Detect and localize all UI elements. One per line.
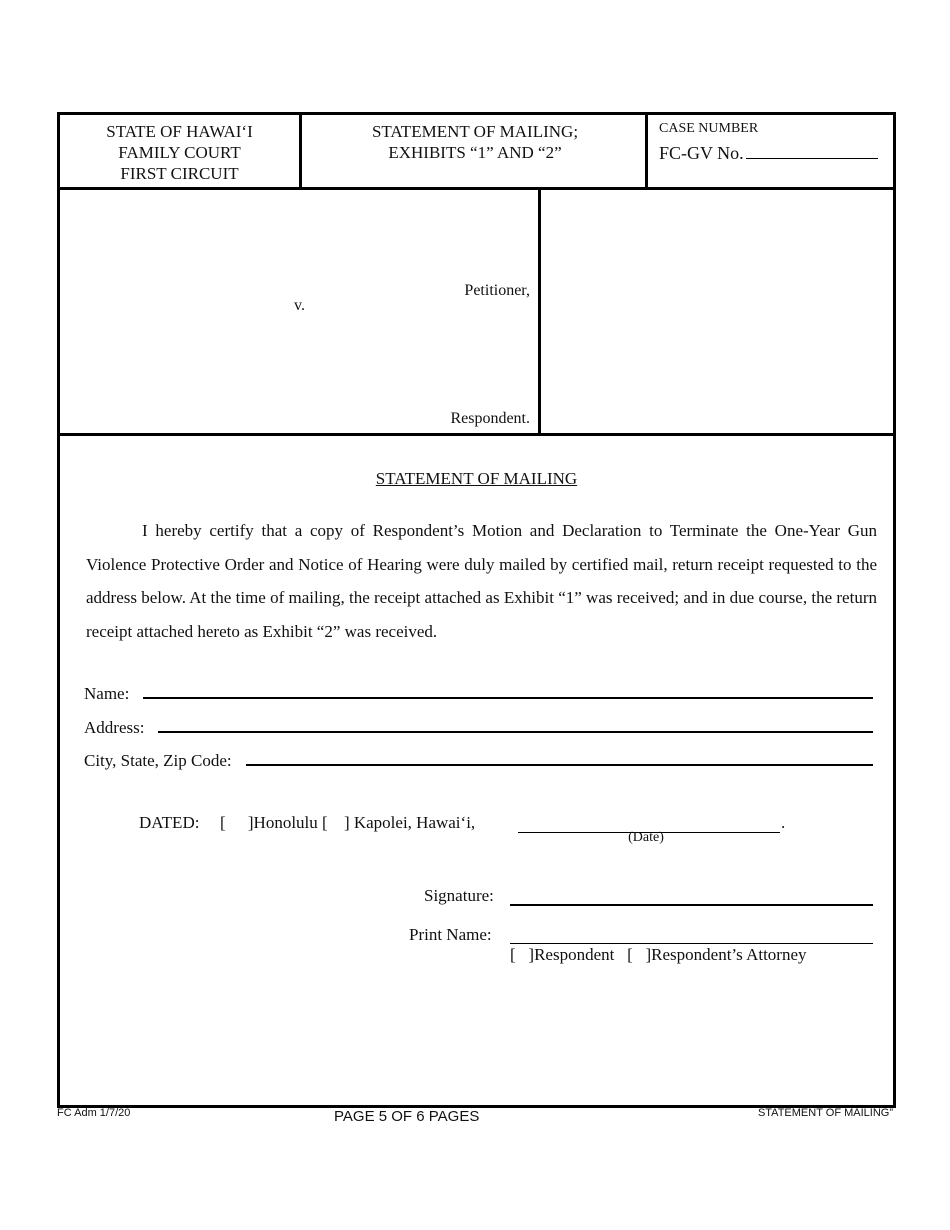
- parties-names-area[interactable]: [60, 190, 541, 433]
- document-title-block: [305, 115, 648, 187]
- print-name-label: Print Name:: [409, 925, 492, 944]
- case-number-label: CASE NUMBER: [659, 121, 759, 136]
- statement-text: I hereby certify that a copy of Respondent’s Motion and Declaration to Terminate the One-Year Gun Violence Protective Order and Notice of Hearing were duly mailed by certified mail, return receipt requested to the address below. At the time of mailing, the receipt attached as Exhibit “1” was received; and in due course, the return receipt attached hereto as Exhibit “2” was received.: [86, 521, 877, 641]
- court-circuit: FIRST CIRCUIT: [120, 164, 239, 183]
- city-state-zip-label: City, State, Zip Code:: [84, 751, 232, 770]
- court-state: STATE OF HAWAI‘I: [106, 122, 253, 141]
- document-title-line-1: STATEMENT OF MAILING;: [371, 122, 579, 141]
- parties-section: [60, 190, 893, 436]
- address-input-line[interactable]: [158, 730, 873, 733]
- case-number-field[interactable]: [746, 140, 878, 159]
- signature-input-line[interactable]: [510, 904, 873, 906]
- dated-label: DATED:: [139, 813, 200, 832]
- page-indicator: PAGE 5 OF 6 PAGES: [334, 1108, 480, 1125]
- print-name-input-line[interactable]: [510, 943, 873, 944]
- kapolei-option[interactable]: ] Kapolei, Hawai‘i,: [343, 813, 476, 832]
- caption-header: [60, 115, 893, 190]
- form-id: FC Adm 1/7/20: [57, 1107, 131, 1119]
- city-field-row: [84, 751, 873, 771]
- versus-label: v.: [294, 297, 305, 314]
- city-state-zip-input-line[interactable]: [246, 763, 873, 766]
- honolulu-option[interactable]: ]Honolulu: [247, 813, 318, 832]
- court-name-block: [60, 115, 302, 187]
- case-number-row: [659, 140, 893, 166]
- case-number-prefix: FC-GV No.: [659, 143, 744, 163]
- date-caption: (Date): [628, 830, 664, 845]
- role-options[interactable]: [ ]Respondent [ ]Respondent’s Attorney: [510, 945, 807, 964]
- date-period: .: [781, 813, 786, 832]
- signature-label: Signature:: [424, 886, 494, 905]
- name-input-line[interactable]: [143, 696, 873, 699]
- kapolei-checkbox-open[interactable]: [: [322, 813, 328, 832]
- dated-row: [139, 813, 475, 833]
- name-field-row: [84, 684, 873, 704]
- name-label: Name:: [84, 684, 130, 703]
- honolulu-checkbox-open[interactable]: [: [219, 813, 226, 832]
- address-label: Address:: [84, 718, 145, 737]
- document-name: STATEMENT OF MAILING”: [757, 1107, 893, 1119]
- respondent-label: Respondent.: [450, 410, 530, 427]
- statement-paragraph: [86, 514, 877, 648]
- petitioner-label: Petitioner,: [464, 282, 530, 299]
- court-type: FAMILY COURT: [118, 143, 241, 162]
- document-title-line-2: EXHIBITS “1” AND “2”: [388, 143, 562, 162]
- address-field-row: [84, 718, 873, 738]
- case-number-block: [651, 115, 893, 187]
- statement-title: STATEMENT OF MAILING: [375, 469, 578, 488]
